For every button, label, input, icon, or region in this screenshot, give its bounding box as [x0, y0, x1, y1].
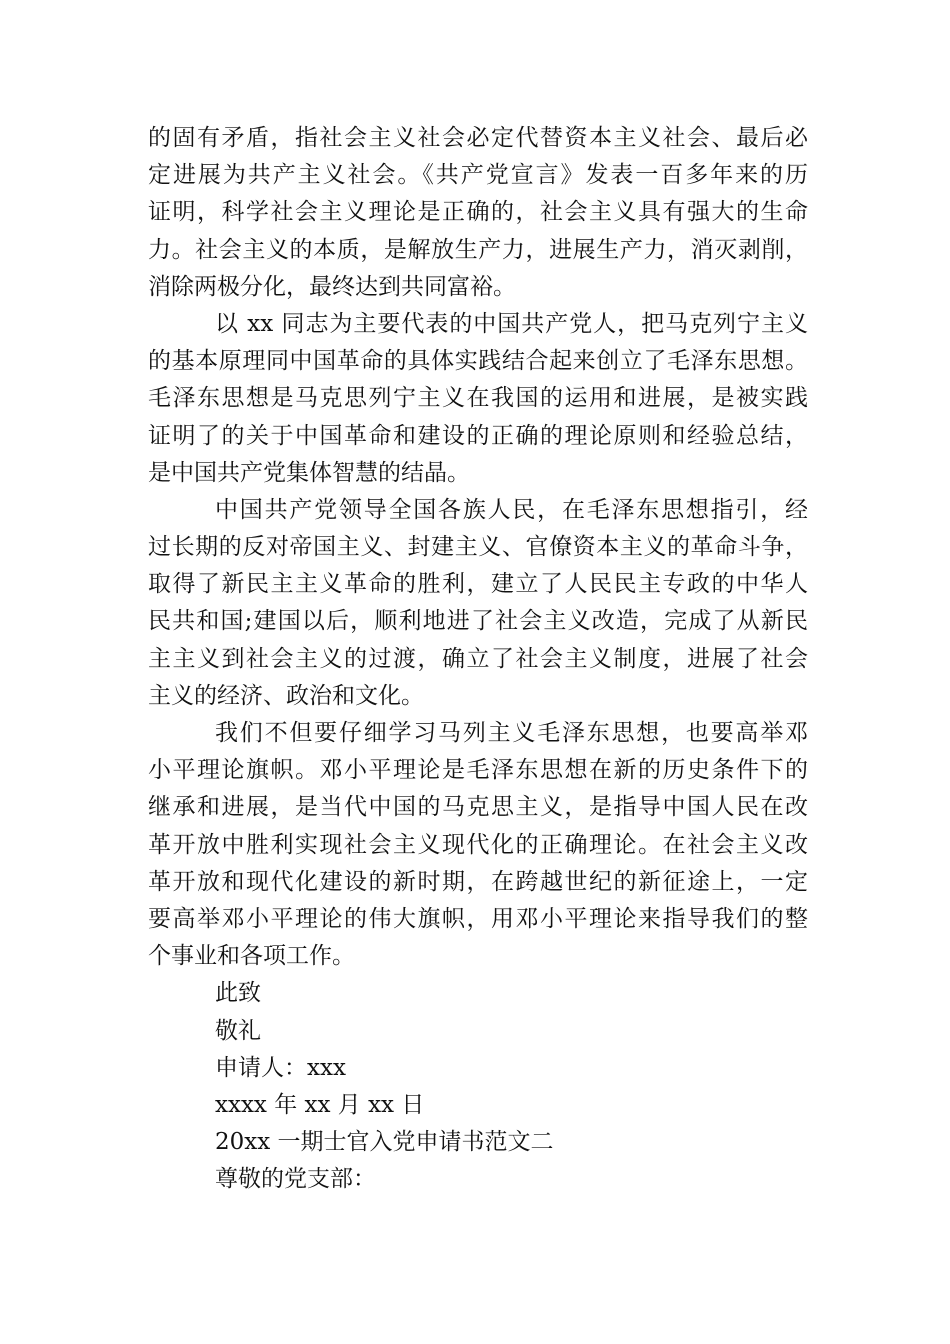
text-line: 力。社会主义的本质，是解放生产力，进展生产力，消灭剥削，: [148, 236, 808, 263]
text-line: 继承和进展，是当代中国的马克思主义，是指导中国人民在改: [148, 794, 808, 821]
text-line: 要高举邓小平理论的伟大旗帜，用邓小平理论来指导我们的整: [148, 905, 808, 932]
document-body: [148, 120, 808, 1198]
text-line: 是中国共产党集体智慧的结晶。: [148, 459, 470, 486]
text-line: 的固有矛盾，指社会主义社会必定代替资本主义社会、最后必: [148, 125, 808, 151]
text-line: 中国共产党领导全国各族人民，在毛泽东思想指引，经: [215, 496, 808, 523]
paragraph-4: [148, 715, 808, 975]
paragraph-3: [148, 492, 808, 715]
text-line: 革开放和现代化建设的新时期，在跨越世纪的新征途上，一定: [148, 868, 808, 895]
greeting-line: 尊敬的党支部：: [215, 1166, 376, 1193]
text-line: 主主义到社会主义的过渡，确立了社会主义制度，进展了社会: [148, 645, 808, 672]
text-line: 证明了的关于中国革命和建设的正确的理论原则和经验总结，: [148, 422, 808, 449]
text-line: 证明，科学社会主义理论是正确的，社会主义具有强大的生命: [148, 199, 808, 226]
text-line: 过长期的反对帝国主义、封建主义、官僚资本主义的革命斗争，: [148, 534, 808, 561]
text-line: 主义的经济、政治和文化。: [148, 682, 424, 709]
salute-line: 敬礼: [215, 1017, 261, 1044]
text-line: 取得了新民主主义革命的胜利，建立了人民民主专政的中华人: [148, 571, 808, 598]
paragraph-2: [148, 306, 808, 492]
date-line: xxxx 年 xx 月 xx 日: [215, 1091, 425, 1118]
paragraph-1: [148, 120, 808, 306]
text-line: 毛泽东思想是马克思列宁主义在我国的运用和进展，是被实践: [148, 385, 808, 412]
text-line: 以 xx 同志为主要代表的中国共产党人，把马克列宁主义: [215, 310, 808, 337]
text-line: 消除两极分化，最终达到共同富裕。: [148, 273, 516, 300]
section-title: 20xx 一期士官入党申请书范文二: [215, 1129, 554, 1156]
text-line: 民共和国;建国以后，顺利地进了社会主义改造，完成了从新民: [148, 608, 808, 635]
text-line: 革开放中胜利实现社会主义现代化的正确理论。在社会主义改: [148, 831, 808, 858]
text-line: 我们不但要仔细学习马列主义毛泽东思想，也要高举邓: [215, 720, 808, 746]
text-line: 小平理论旗帜。邓小平理论是毛泽东思想在新的历史条件下的: [148, 757, 808, 784]
text-line: 的基本原理同中国革命的具体实践结合起来创立了毛泽东思想。: [148, 348, 808, 375]
salutation-line: 此致: [215, 980, 261, 1007]
text-line: 个事业和各项工作。: [148, 943, 355, 970]
closing-block: [148, 975, 808, 1198]
applicant-line: 申请人：xxx: [215, 1054, 346, 1081]
text-line: 定进展为共产主义社会。《共产党宣言》发表一百多年来的历: [148, 162, 808, 189]
